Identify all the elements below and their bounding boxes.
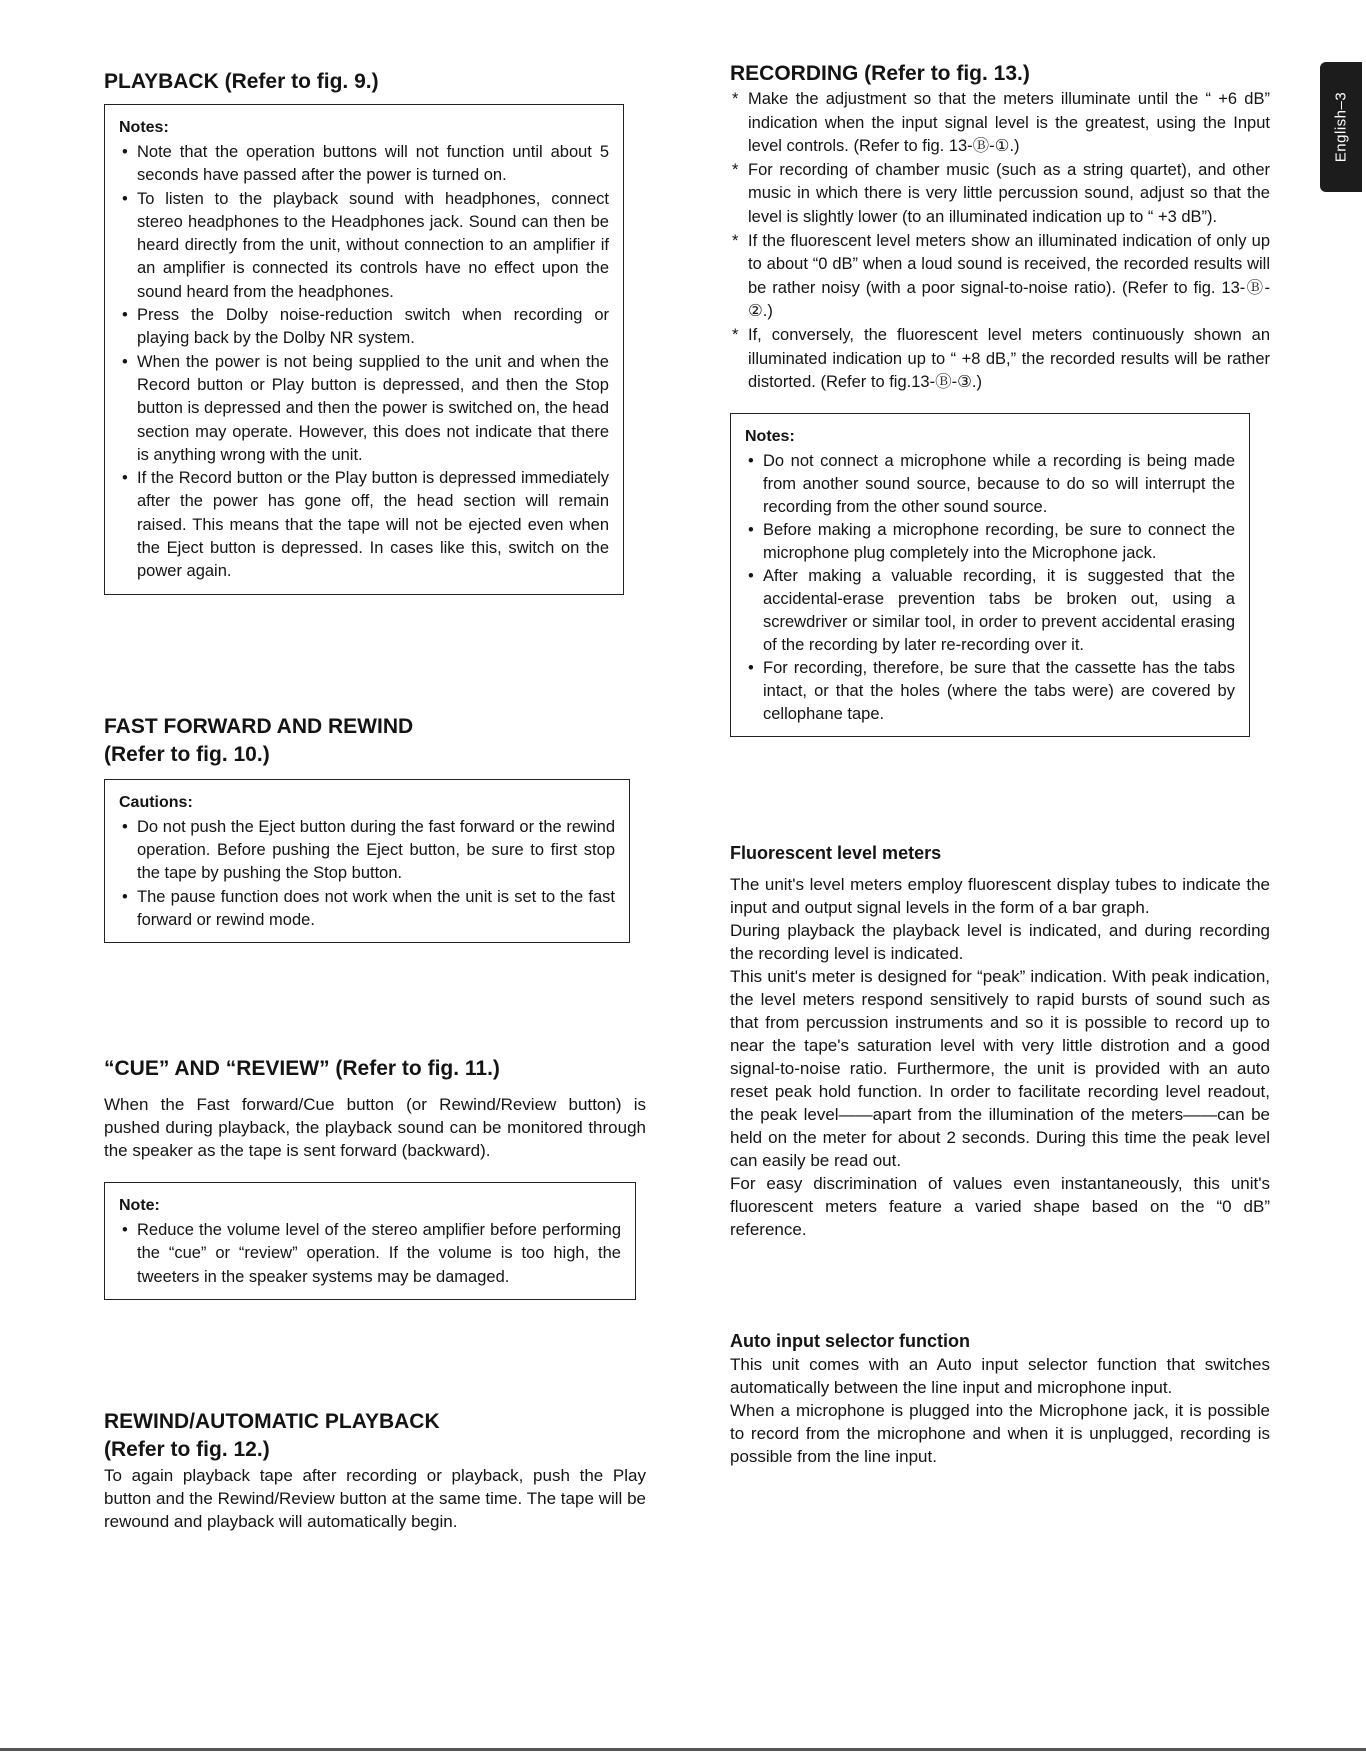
- recording-notes-box: [730, 413, 1250, 737]
- cue-review-paragraph: When the Fast forward/Cue button (or Rewind/Review button) is pushed during playback, the playback sound can be monitored through the speaker as the tape is sent forward (backward).: [104, 1095, 646, 1161]
- fluorescent-paragraph: During playback the playback level is indicated, and during recording the recording level is indicated.: [730, 920, 1270, 963]
- recording-note: • Before making a microphone recording, be sure to connect the microphone plug completely into the Microphone jack.: [745, 519, 1235, 565]
- recording-note: • After making a valuable recording, it is suggested that the accidental-erase prevention tabs be broken out, using a screwdriver or similar tool, in order to prevent accidental erasing of the recording by later re-recording over it.: [745, 565, 1235, 657]
- recording-notes-label: Notes:: [745, 427, 795, 445]
- recording-note: • Do not connect a microphone while a recording is being made from another sound source, because to do so will interrupt the recording from the other sound source.: [745, 450, 1235, 519]
- rewind-auto-title: REWIND/AUTOMATIC PLAYBACK: [104, 1410, 440, 1434]
- recording-section: [730, 60, 1270, 737]
- fast-forward-cautions-box: [104, 779, 630, 943]
- recording-title: RECORDING (Refer to fig. 13.): [730, 62, 1030, 85]
- language-tab: [1320, 62, 1362, 192]
- playback-section: [104, 68, 646, 595]
- fluorescent-section: [730, 841, 1270, 1241]
- fast-forward-subtitle: (Refer to fig. 10.): [104, 742, 270, 766]
- playback-note: • Note that the operation buttons will not function until about 5 seconds have passed after the power is turned on.: [119, 141, 609, 188]
- recording-item: * For recording of chamber music (such as a string quartet), and other music in which there is very little percussion sound, adjust so that the level is slightly lower (to an illuminated indication up to “ +3 dB”).: [730, 159, 1270, 230]
- fast-forward-section: [104, 713, 646, 943]
- recording-item: * If, conversely, the fluorescent level meters continuously shown an illuminated indication up to “ +8 dB,” the recorded results will be rather distorted. (Refer to fig.13-Ⓑ-③.): [730, 324, 1270, 395]
- playback-note: • When the power is not being supplied to the unit and when the Record button or Play button is depressed, and then the Stop button is depressed and then the power is switched on, the head section may operate. However, this does not indicate that there is anything wrong with the unit.: [119, 351, 609, 467]
- playback-notes-label: Notes:: [119, 119, 169, 136]
- auto-input-title: Auto input selector function: [730, 1330, 970, 1351]
- cue-review-section: [104, 1055, 646, 1300]
- left-column: [104, 68, 646, 1533]
- rewind-auto-paragraph: To again playback tape after recording or playback, push the Play button and the Rewind/Review button at the same time. The tape will be rewound and playback will automatically begin.: [104, 1466, 646, 1532]
- playback-note: • If the Record button or the Play button is depressed immediately after the power has gone off, the head section will remain raised. This means that the tape will not be ejected even when the Eject button is depressed. In cases like this, switch on the power again.: [119, 467, 609, 583]
- caution-item: • The pause function does not work when the unit is set to the fast forward or rewind mode.: [119, 886, 615, 933]
- note-item: • Reduce the volume level of the stereo amplifier before performing the “cue” or “review” operation. If the volume is too high, the tweeters in the speaker systems may be damaged.: [119, 1219, 621, 1289]
- fluorescent-title: Fluorescent level meters: [730, 842, 942, 863]
- auto-input-paragraph: This unit comes with an Auto input selector function that switches automatically between the line input and microphone input.: [730, 1354, 1270, 1397]
- playback-title: PLAYBACK (Refer to fig. 9.): [104, 70, 379, 93]
- rewind-auto-subtitle: (Refer to fig. 12.): [104, 1438, 270, 1462]
- auto-input-paragraph: When a microphone is plugged into the Microphone jack, it is possible to record from the microphone and when it is unplugged, recording is possible from the line input.: [730, 1400, 1270, 1466]
- cautions-label: Cautions:: [119, 793, 193, 811]
- fluorescent-paragraph: The unit's level meters employ fluorescent display tubes to indicate the input and output signal levels in the form of a bar graph.: [730, 874, 1270, 917]
- recording-item: * If the fluorescent level meters show an illuminated indication of only up to about “0 dB” when a loud sound is received, the recorded results will be rather noisy (with a poor signal-to-noise ratio). (Refer to fig. 13-Ⓑ-②.): [730, 230, 1270, 324]
- language-tab-label: English–3: [1332, 91, 1350, 163]
- note-label: Note:: [119, 1197, 160, 1215]
- playback-notes-box: [104, 104, 624, 595]
- bottom-rule: [0, 1748, 1366, 1751]
- right-column: [730, 60, 1270, 1468]
- caution-item: • Do not push the Eject button during the fast forward or the rewind operation. Before pushing the Eject button, be sure to first stop the tape by pushing the Stop button.: [119, 816, 615, 886]
- fast-forward-title: FAST FORWARD AND REWIND: [104, 714, 414, 738]
- fluorescent-paragraph: For easy discrimination of values even instantaneously, this unit's fluorescent meters feature a varied shape based on the “0 dB” reference.: [730, 1173, 1270, 1239]
- fluorescent-paragraph: This unit's meter is designed for “peak” indication. With peak indication, the level meters respond sensitively to rapid bursts of sound such as that from percussion instruments and so it is possible to record up to near the tape's saturation level with very little distrotion and a good signal-to-noise ratio. Furthermore, the unit is provided with an auto reset peak hold function. In order to facilitate recording level readout, the peak level——apart from the illumination of the meters——can be held on the meter for about 2 seconds. During this time the peak level can easily be read out.: [730, 966, 1270, 1170]
- auto-input-section: [730, 1329, 1270, 1468]
- recording-item: * Make the adjustment so that the meters illuminate until the “ +6 dB” indication when the input signal level is the greatest, using the Input level controls. (Refer to fig. 13-Ⓑ-①.): [730, 88, 1270, 159]
- recording-note: • For recording, therefore, be sure that the cassette has the tabs intact, or that the holes (where the tabs were) are covered by cellophane tape.: [745, 657, 1235, 726]
- rewind-auto-section: [104, 1408, 646, 1533]
- cue-review-title: “CUE” AND “REVIEW” (Refer to fig. 11.): [104, 1057, 500, 1081]
- playback-note: • To listen to the playback sound with headphones, connect stereo headphones to the Headphones jack. Sound can then be heard directly from the unit, without connection to an amplifier if an amplifier is connected its controls have no effect upon the sound heard from the headphones.: [119, 188, 609, 304]
- cue-review-note-box: [104, 1182, 636, 1300]
- playback-note: • Press the Dolby noise-reduction switch when recording or playing back by the Dolby NR system.: [119, 304, 609, 351]
